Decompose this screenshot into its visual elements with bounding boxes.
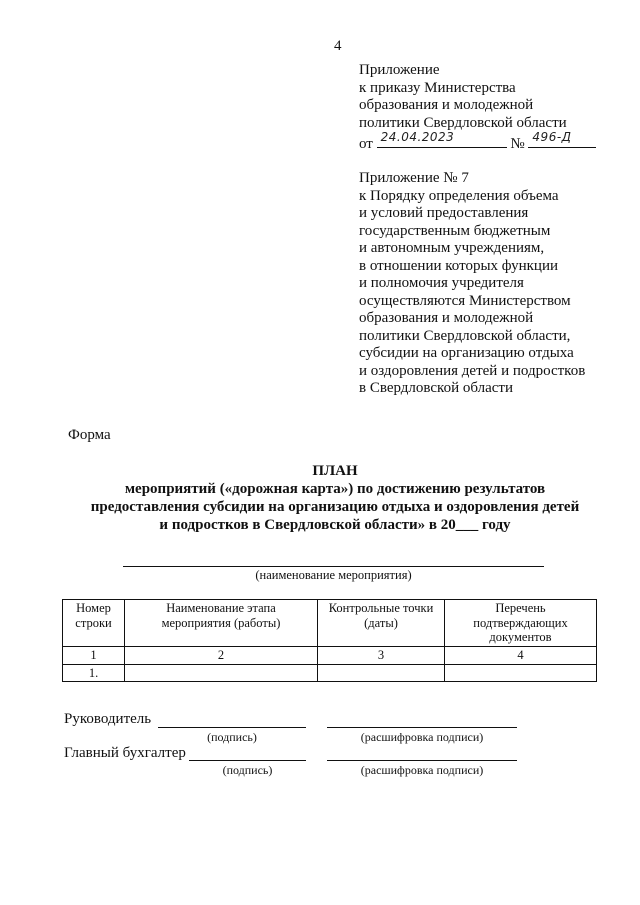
- table-cell[interactable]: [445, 664, 597, 682]
- appendix-7-line: осуществляются Министерством: [359, 292, 571, 309]
- order-appendix-line: Приложение: [359, 62, 440, 78]
- plan-table: [62, 599, 597, 682]
- event-name-line: [123, 566, 544, 567]
- appendix-7-line: государственным бюджетным: [359, 222, 551, 239]
- appendix-7-line: субсидии на организацию отдыха: [359, 345, 574, 361]
- header-text: подтверждающих: [473, 615, 568, 630]
- appendix-7-line: и оздоровления детей и подростков: [359, 362, 586, 379]
- appendix-7-block: [359, 170, 585, 398]
- accountant-signature-line[interactable]: [189, 760, 306, 761]
- numbering-cell: 4: [445, 647, 597, 665]
- form-label: Форма: [68, 427, 111, 443]
- header-text: Номер: [76, 601, 111, 615]
- header-text: (даты): [364, 615, 398, 630]
- head-decoding-line[interactable]: [327, 727, 517, 728]
- appendix-7-line: образования и молодежной: [359, 310, 534, 326]
- table-header-row: [63, 600, 597, 647]
- order-date-number-line: [359, 129, 596, 154]
- appendix-7-line: политики Свердловской области,: [359, 327, 571, 344]
- header-documents: [445, 600, 597, 647]
- plan-title-line-1: мероприятий («дорожная карта») по достижению результатов: [124, 481, 546, 497]
- head-label: Руководитель: [64, 711, 152, 727]
- event-name-caption: (наименование мероприятия): [255, 568, 412, 582]
- appendix-7-line: к Порядку определения объема: [359, 187, 559, 204]
- accountant-signature-caption: (подпись): [222, 763, 273, 777]
- handwritten-number: 496-Д: [532, 129, 572, 144]
- head-decoding-caption: (расшифровка подписи): [360, 730, 484, 744]
- header-text: Перечень: [495, 601, 546, 615]
- numbering-cell: 2: [125, 647, 318, 665]
- numbering-cell: 3: [318, 647, 445, 665]
- accountant-decoding-line[interactable]: [327, 760, 517, 761]
- table-row: [63, 664, 597, 682]
- accountant-decoding-caption: (расшифровка подписи): [360, 763, 484, 777]
- appendix-7-line: Приложение № 7: [359, 170, 469, 186]
- order-appendix-block: [359, 62, 596, 154]
- date-prefix: от: [359, 136, 373, 153]
- header-text: мероприятия (работы): [161, 615, 281, 630]
- plan-title-line-3: и подростков в Свердловской области» в 20___ году: [159, 517, 511, 533]
- head-signature-caption: (подпись): [207, 730, 257, 744]
- header-row-number: [63, 600, 125, 647]
- head-signature-line[interactable]: [158, 727, 306, 728]
- page-number: 4: [334, 38, 342, 54]
- appendix-7-line: и полномочия учредителя: [359, 275, 524, 291]
- date-field: [377, 129, 507, 148]
- appendix-7-line: и автономным учреждениям,: [359, 240, 545, 256]
- table-cell[interactable]: [318, 664, 445, 682]
- appendix-7-line: в Свердловской области: [359, 380, 514, 396]
- table-cell[interactable]: 1.: [63, 664, 125, 682]
- header-text: строки: [75, 615, 112, 630]
- header-text: Контрольные точки: [328, 601, 434, 615]
- appendix-7-line: в отношении которых функции: [359, 257, 559, 274]
- number-prefix: №: [510, 136, 525, 153]
- header-text: документов: [489, 630, 552, 644]
- numbering-cell: 1: [63, 647, 125, 665]
- order-appendix-line: политики Свердловской области: [359, 114, 567, 131]
- plan-title-line-2: предоставления субсидии на организацию отдыха и оздоровления детей: [90, 499, 580, 515]
- accountant-label: Главный бухгалтер: [64, 745, 186, 761]
- handwritten-date: 24.04.2023: [380, 129, 455, 144]
- plan-heading: ПЛАН: [312, 463, 358, 479]
- order-appendix-line: к приказу Министерства: [359, 79, 516, 96]
- table-cell[interactable]: [125, 664, 318, 682]
- header-text: Наименование этапа: [166, 601, 276, 615]
- order-appendix-line: образования и молодежной: [359, 97, 534, 114]
- header-checkpoints: [318, 600, 445, 647]
- header-stage-name: [125, 600, 318, 647]
- number-field: [528, 129, 596, 148]
- appendix-7-line: и условий предоставления: [359, 205, 529, 221]
- table-numbering-row: [63, 647, 597, 665]
